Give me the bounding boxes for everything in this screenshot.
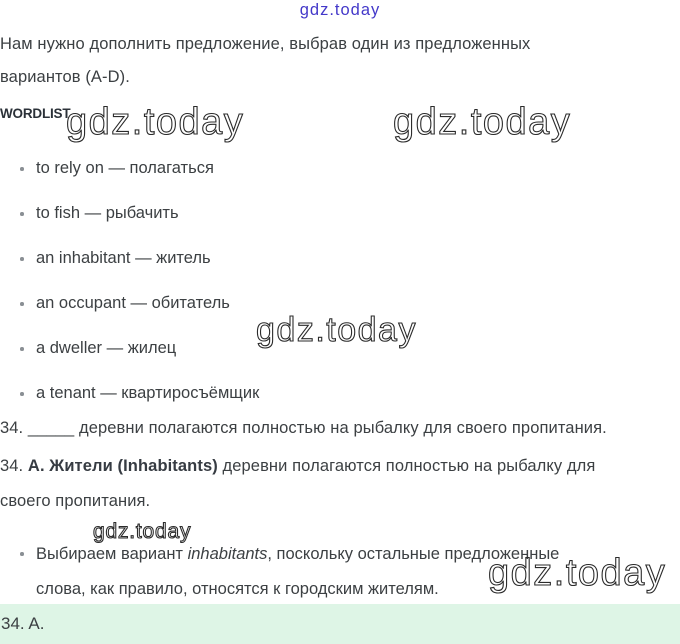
final-answer-text: 34. A. [1,614,45,633]
wordlist [0,159,259,429]
intro-line-2: вариантов (A-D). [0,68,130,86]
bullet-dot [20,347,24,351]
bullet-dot [20,167,24,171]
explanation-line-2: слова, как правило, относятся к городским жителям. [36,580,439,598]
wordlist-heading: WORDLIST [0,106,71,121]
intro-line-1: Нам нужно дополнить предложение, выбрав один из предложенных [0,35,531,53]
wordlist-item-label: a tenant — квартиросъёмщик [36,384,260,402]
answer-line-1 [0,449,680,484]
explanation-line-1 [36,537,660,572]
wordlist-item [0,204,259,222]
wordlist-item [0,249,259,267]
final-answer-band [0,604,680,644]
task-question: 34. _____ деревни полагаются полностью на рыбалку для своего пропитания. [0,419,607,437]
watermark-bottom-right: gdz.today [488,552,667,594]
watermark-upper-right: gdz.today [393,101,572,143]
watermark-upper-left: gdz.today [66,101,245,143]
task-answer [0,449,680,519]
wordlist-item-label: an inhabitant — житель [36,249,211,267]
watermark-small: gdz.today [93,520,192,543]
bullet-dot [20,392,24,396]
answer-line-1-rest: деревни полагаются полностью на рыбалку для [217,457,596,475]
answer-number: 34. [0,457,28,475]
explanation-italic-word: inhabitants [187,545,268,563]
bullet-dot [20,212,24,216]
explanation-line-1-rest: , поскольку остальные предложенные [267,545,560,563]
intro-paragraph [0,28,680,94]
wordlist-item [0,159,259,177]
site-watermark-top: gdz.today [299,1,381,19]
wordlist-item-label: an occupant — обитатель [36,294,230,312]
wordlist-item [0,384,259,402]
bullet-dot [20,552,24,556]
explanation [0,537,660,607]
explanation-pre: Выбираем вариант [36,545,188,563]
bullet-dot [20,302,24,306]
bullet-dot [20,257,24,261]
answer-line-2: своего пропитания. [0,492,151,510]
answer-option-bold: A. Жители (Inhabitants) [27,457,218,475]
wordlist-item-label: to rely on — полагаться [36,159,214,177]
watermark-middle: gdz.today [256,311,417,349]
wordlist-item [0,339,259,357]
wordlist-item [0,294,259,312]
wordlist-item-label: to fish — рыбачить [36,204,179,222]
wordlist-item-label: a dweller — жилец [36,339,177,357]
